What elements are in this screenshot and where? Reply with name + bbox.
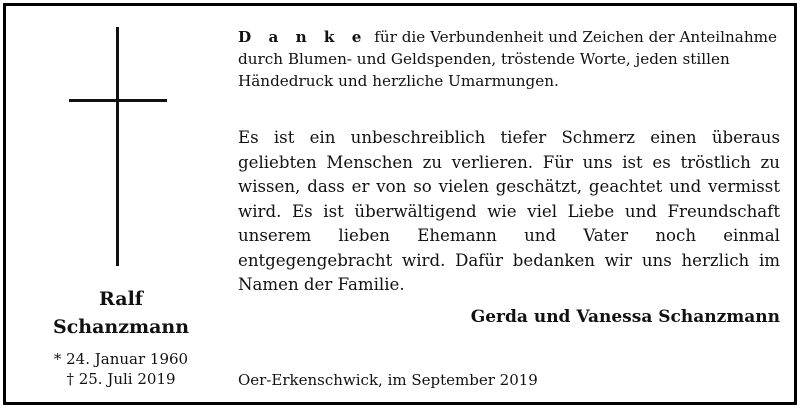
thanks-lead-word: D a n k e — [238, 28, 368, 46]
place-date: Oer-Erkenschwick, im September 2019 — [238, 371, 538, 389]
main-paragraph: Es ist ein unbeschreiblich tiefer Schmerz einen überaus geliebten Menschen zu verlieren. Für uns ist es tröstlich zu wissen, dass er von so vielen geschätzt, geachtet und vermisst wird. Es ist überwältigend wie viel Liebe und Freundschaft unserem lieben Ehemann und Vater noch einmal entgegengebracht wird. Dafür bedanken wir uns herzlich im Namen der Familie. — [238, 128, 780, 294]
signers: Gerda und Vanessa Schanzmann — [470, 307, 780, 327]
birth-date: * 24. Januar 1960 — [53, 350, 189, 368]
thanks-text: für die Verbundenheit und Zeichen der Anteilnahme durch Blumen- und Geldspenden, tröstende Worte, jeden stillen Händedruck und herzliche Umarmungen. — [238, 28, 778, 90]
cross-horizontal-bar — [69, 99, 167, 102]
cross-vertical-bar — [116, 27, 119, 266]
deceased-dates — [26, 349, 216, 389]
obituary-frame — [3, 3, 797, 405]
deceased-name — [26, 285, 216, 341]
deceased-first-name: Ralf — [99, 288, 143, 310]
deceased-last-name: Schanzmann — [52, 316, 190, 338]
death-date: † 25. Juli 2019 — [66, 370, 176, 388]
thanks-paragraph — [238, 26, 778, 92]
